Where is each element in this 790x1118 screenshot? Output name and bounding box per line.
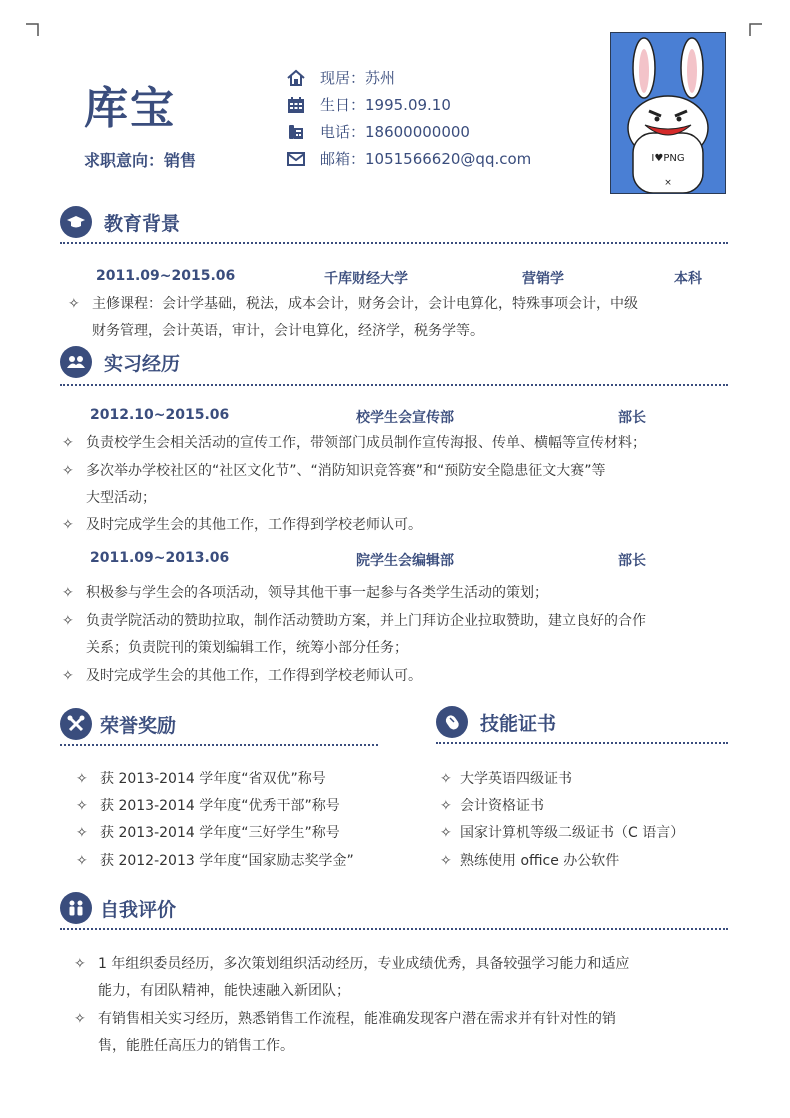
- honor-item: ✧ 获 2013-2014 学年度“三好学生”称号: [76, 820, 340, 846]
- list-item: ✧ 有销售相关实习经历，熟悉销售工作流程，能准确发现客户潜在需求并有针对性的销: [74, 1006, 616, 1032]
- section-header-self-eval: [60, 892, 176, 924]
- bullet-icon: ✧: [440, 771, 452, 787]
- skill-item: ✧ 熟练使用 office 办公软件: [440, 848, 619, 874]
- divider-honors: [60, 744, 378, 746]
- education-degree: 本科: [674, 271, 702, 287]
- bullet-icon: ✧: [62, 668, 74, 684]
- bullet-icon: ✧: [440, 825, 452, 841]
- bullet-icon: ✧: [76, 771, 88, 787]
- profile-photo: [610, 32, 726, 194]
- people-icon: [66, 898, 86, 918]
- list-item: ✧ 负责学院活动的赞助拉取，制作活动赞助方案，并上门拜访企业拉取赞助，建立良好的合作: [62, 608, 646, 634]
- list-item: ✧ 及时完成学生会的其他工作，工作得到学校老师认可。: [62, 512, 422, 538]
- job-intent: 求职意向：销售: [84, 151, 197, 170]
- education-major: 营销学: [522, 271, 564, 287]
- skill-item: ✧ 大学英语四级证书: [440, 766, 572, 792]
- list-item: ✧ 及时完成学生会的其他工作，工作得到学校老师认可。: [62, 663, 422, 689]
- contact-email-text: 邮箱：1051566620@qq.com: [320, 150, 532, 168]
- candidate-name: 库宝: [84, 83, 176, 134]
- photo-caption: I♥PNG: [651, 153, 685, 164]
- list-item-continued: 售，能胜任高压力的销售工作。: [98, 1038, 294, 1054]
- section-header-skills: [436, 706, 556, 738]
- contact-email: [286, 147, 531, 171]
- list-item-continued: 财务管理，会计英语，审计，会计电算化，经济学，税务学等。: [92, 323, 484, 339]
- list-item: ✧ 积极参与学生会的各项活动，领导其他干事一起参与各类学生活动的策划；: [62, 580, 548, 606]
- corner-mark-top-left: [26, 22, 40, 36]
- bullet-icon: ✧: [76, 798, 88, 814]
- corner-mark-top-right: [748, 22, 762, 36]
- group-icon: [66, 352, 86, 372]
- tools-icon: [66, 714, 86, 734]
- section-header-education: [60, 206, 180, 238]
- internship-1-role: 部长: [618, 410, 646, 426]
- section-title-honors: 荣誉奖励: [100, 714, 177, 737]
- bullet-icon: ✧: [76, 825, 88, 841]
- contact-residence-text: 现居：苏州: [320, 69, 396, 87]
- rabbit-avatar-icon: [611, 33, 725, 193]
- section-header-internship: [60, 346, 180, 378]
- bullet-icon: ✧: [74, 1011, 86, 1027]
- internship-2-org: 院学生会编辑部: [356, 553, 454, 569]
- mail-icon: [286, 149, 306, 169]
- divider-internship: [60, 384, 728, 386]
- list-item-continued: 关系；负责院刊的策划编辑工作，统筹小部分任务；: [86, 640, 408, 656]
- graduation-cap-icon: [66, 212, 86, 232]
- education-period: 2011.09~2015.06: [96, 268, 236, 284]
- education-school: 千库财经大学: [324, 271, 408, 287]
- section-title-skills: 技能证书: [480, 712, 557, 735]
- bullet-icon: ✧: [62, 517, 74, 533]
- divider-self-eval: [60, 928, 728, 930]
- honor-item: ✧ 获 2013-2014 学年度“优秀干部”称号: [76, 793, 340, 819]
- internship-1-org: 校学生会宣传部: [356, 410, 454, 426]
- contact-phone: [286, 120, 470, 144]
- bullet-icon: ✧: [74, 956, 86, 972]
- contact-birthday: [286, 93, 451, 117]
- contact-residence: [286, 66, 395, 90]
- list-item: ✧ 1 年组织委员经历，多次策划组织活动经历，专业成绩优秀，具备较强学习能力和适应: [74, 951, 629, 977]
- svg-text:×: ×: [664, 178, 672, 188]
- section-header-honors: [60, 708, 176, 740]
- list-item-continued: 能力，有团队精神，能快速融入新团队；: [98, 983, 350, 999]
- phone-icon: [286, 122, 306, 142]
- bullet-icon: ✧: [440, 853, 452, 869]
- section-title-education: 教育背景: [104, 212, 181, 235]
- mouse-icon: [442, 712, 462, 732]
- contact-phone-text: 电话：18600000000: [320, 123, 470, 141]
- section-title-internship: 实习经历: [104, 352, 181, 375]
- list-item: ✧ 主修课程：会计学基础，税法，成本会计，财务会计，会计电算化，特殊事项会计，中级: [68, 291, 638, 317]
- divider-skills: [436, 742, 728, 744]
- divider-education: [60, 242, 728, 244]
- honor-item: ✧ 获 2013-2014 学年度“省双优”称号: [76, 766, 326, 792]
- bullet-icon: ✧: [68, 296, 80, 312]
- list-item-continued: 大型活动；: [86, 490, 156, 506]
- list-item: ✧ 负责校学生会相关活动的宣传工作，带领部门成员制作宣传海报、传单、横幅等宣传材料；: [62, 430, 646, 456]
- list-item: ✧ 多次举办学校社区的“社区文化节”、“消防知识竞答赛”和“预防安全隐患征文大赛”等: [62, 458, 606, 484]
- internship-1-period: 2012.10~2015.06: [90, 407, 230, 423]
- internship-2-role: 部长: [618, 553, 646, 569]
- home-icon: [286, 68, 306, 88]
- bullet-icon: ✧: [440, 798, 452, 814]
- internship-2-period: 2011.09~2013.06: [90, 550, 230, 566]
- bullet-icon: ✧: [62, 613, 74, 629]
- bullet-icon: ✧: [62, 435, 74, 451]
- calendar-icon: [286, 95, 306, 115]
- skill-item: ✧ 会计资格证书: [440, 793, 544, 819]
- contact-birthday-text: 生日：1995.09.10: [320, 96, 451, 114]
- section-title-self-eval: 自我评价: [100, 898, 177, 921]
- bullet-icon: ✧: [76, 853, 88, 869]
- bullet-icon: ✧: [62, 585, 74, 601]
- skill-item: ✧ 国家计算机等级二级证书（C 语言）: [440, 820, 684, 846]
- bullet-icon: ✧: [62, 463, 74, 479]
- honor-item: ✧ 获 2012-2013 学年度“国家励志奖学金”: [76, 848, 354, 874]
